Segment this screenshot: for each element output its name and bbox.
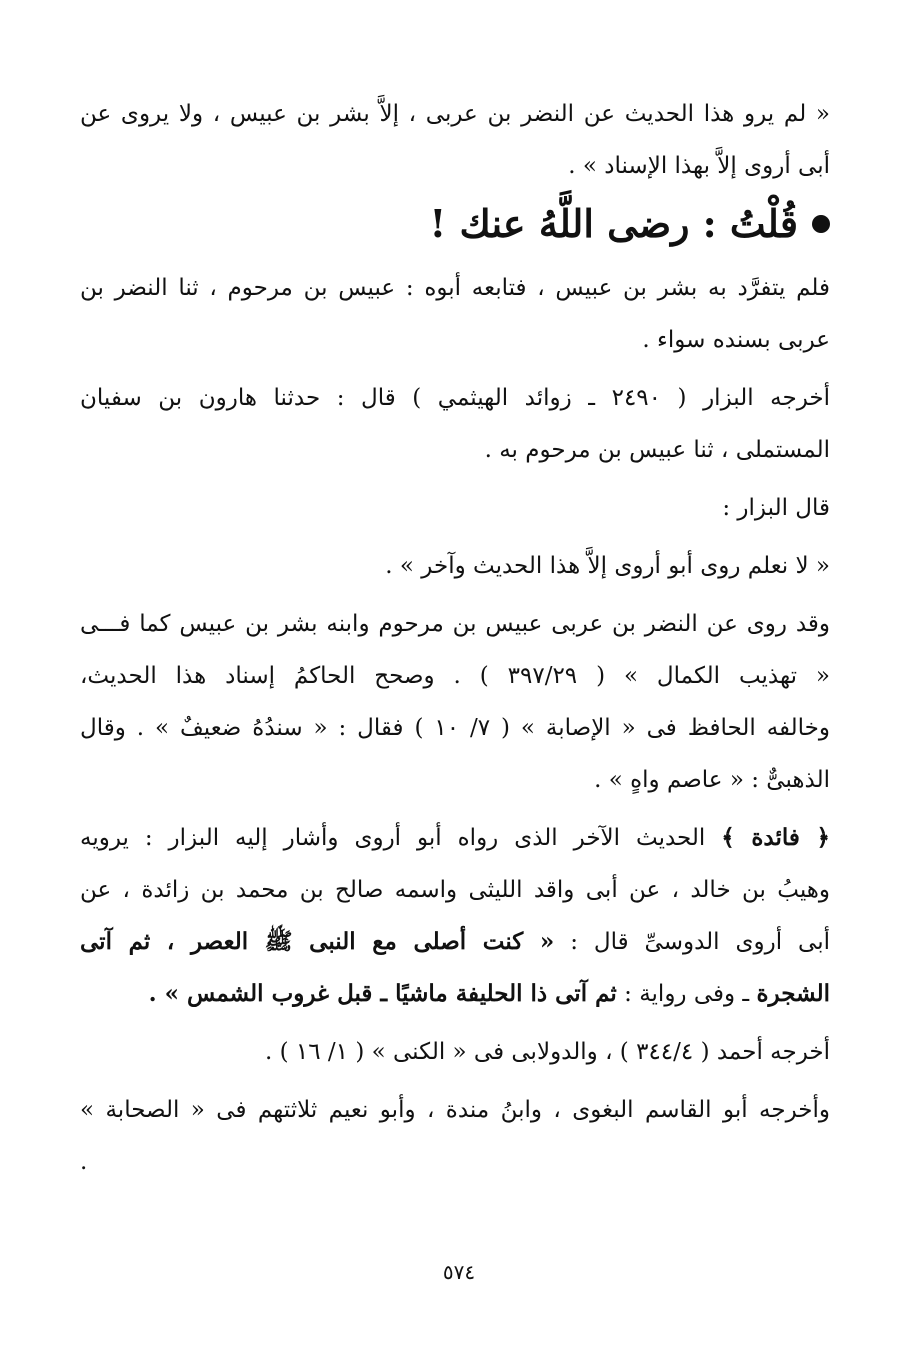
- heading-text: قُلْتُ : رضى اللَّهُ عنك !: [429, 201, 798, 246]
- paragraph-mutaba: [80, 262, 830, 366]
- text-span: أبى أروى الدوسىِّ قال :: [554, 929, 830, 955]
- paragraph-faida: [80, 812, 830, 1020]
- section-heading: [80, 194, 830, 254]
- text-line: « لا نعلم روى أبو أروى إلاَّ هذا الحديث وآخر » .: [385, 553, 830, 579]
- text-line: « لم يرو هذا الحديث عن النضر بن عربى ، إلاَّ بشر بن عبيس ، ولا يروى عن: [80, 101, 830, 127]
- text-line: « تهذيب الكمال » ( ٣٩٧/٢٩ ) . وصحح الحاكمُ إسناد هذا الحديث،: [80, 663, 830, 689]
- paragraph-riwaya: [80, 598, 830, 806]
- paragraph-quote-bazzar: [80, 88, 830, 192]
- paragraph-qal-bazzar: [80, 482, 830, 534]
- text-line: الذهبىٌّ : « عاصم واهٍ » .: [594, 767, 830, 793]
- text-span: ـ وفى رواية :: [616, 981, 757, 1007]
- text-line: أخرجه البزار ( ٢٤٩٠ ـ زوائد الهيثمي ) قال : حدثنا هارون بن سفيان: [80, 385, 830, 411]
- text-line: [80, 812, 830, 864]
- text-line: وهيبُ بن خالد ، عن أبى واقد الليثى واسمه صالح بن محمد بن زائدة ، عن: [80, 877, 830, 903]
- text-line: المستملى ، ثنا عبيس بن مرحوم به .: [484, 437, 830, 463]
- hadith-text: الشجرة: [756, 980, 830, 1007]
- hadith-text: « كنت أصلى مع النبى ﷺ العصر ، ثم آتى: [80, 928, 555, 955]
- paragraph-takhrij-baghawi: [80, 1084, 830, 1188]
- text-line: عربى بسنده سواء .: [642, 327, 830, 353]
- text-line: .: [80, 1149, 88, 1175]
- text-line: [80, 968, 830, 1020]
- text-line: [80, 916, 830, 968]
- page-number: ٥٧٤: [442, 1260, 476, 1284]
- page-body: [80, 88, 830, 1188]
- text-span: الحديث الآخر الذى رواه أبو أروى وأشار إليه البزار : يرويه: [80, 825, 722, 851]
- hadith-text: ثم آتى ذا الحليفة ماشيًا ـ قبل غروب الشمس » .: [148, 980, 617, 1007]
- text-line: وقد روى عن النضر بن عربى عبيس بن مرحوم وابنه بشر بن عبيس كما فـــى: [80, 611, 830, 637]
- paragraph-quote-nalam: [80, 540, 830, 592]
- text-line: وأخرجه أبو القاسم البغوى ، وابنُ مندة ، وأبو نعيم ثلاثتهم فى « الصحابة »: [80, 1097, 830, 1123]
- paragraph-takhrij-ahmad: [80, 1026, 830, 1078]
- text-line: وخالفه الحافظ فى « الإصابة » ( ٧/ ١٠ ) فقال : « سندُهُ ضعيفٌ » . وقال: [80, 715, 831, 741]
- text-line: أبى أروى إلاَّ بهذا الإسناد » .: [568, 153, 830, 179]
- bullet-icon: [812, 215, 830, 233]
- faida-label: ﴿ فائدة ﴾: [721, 824, 830, 851]
- text-line: أخرجه أحمد ( ٣٤٤/٤ ) ، والدولابى فى « الكنى » ( ١/ ١٦ ) .: [264, 1039, 830, 1065]
- text-line: قال البزار :: [722, 495, 830, 521]
- text-line: فلم يتفرَّد به بشر بن عبيس ، فتابعه أبوه : عبيس بن مرحوم ، ثنا النضر بن: [80, 275, 830, 301]
- paragraph-takhrij-bazzar: [80, 372, 830, 476]
